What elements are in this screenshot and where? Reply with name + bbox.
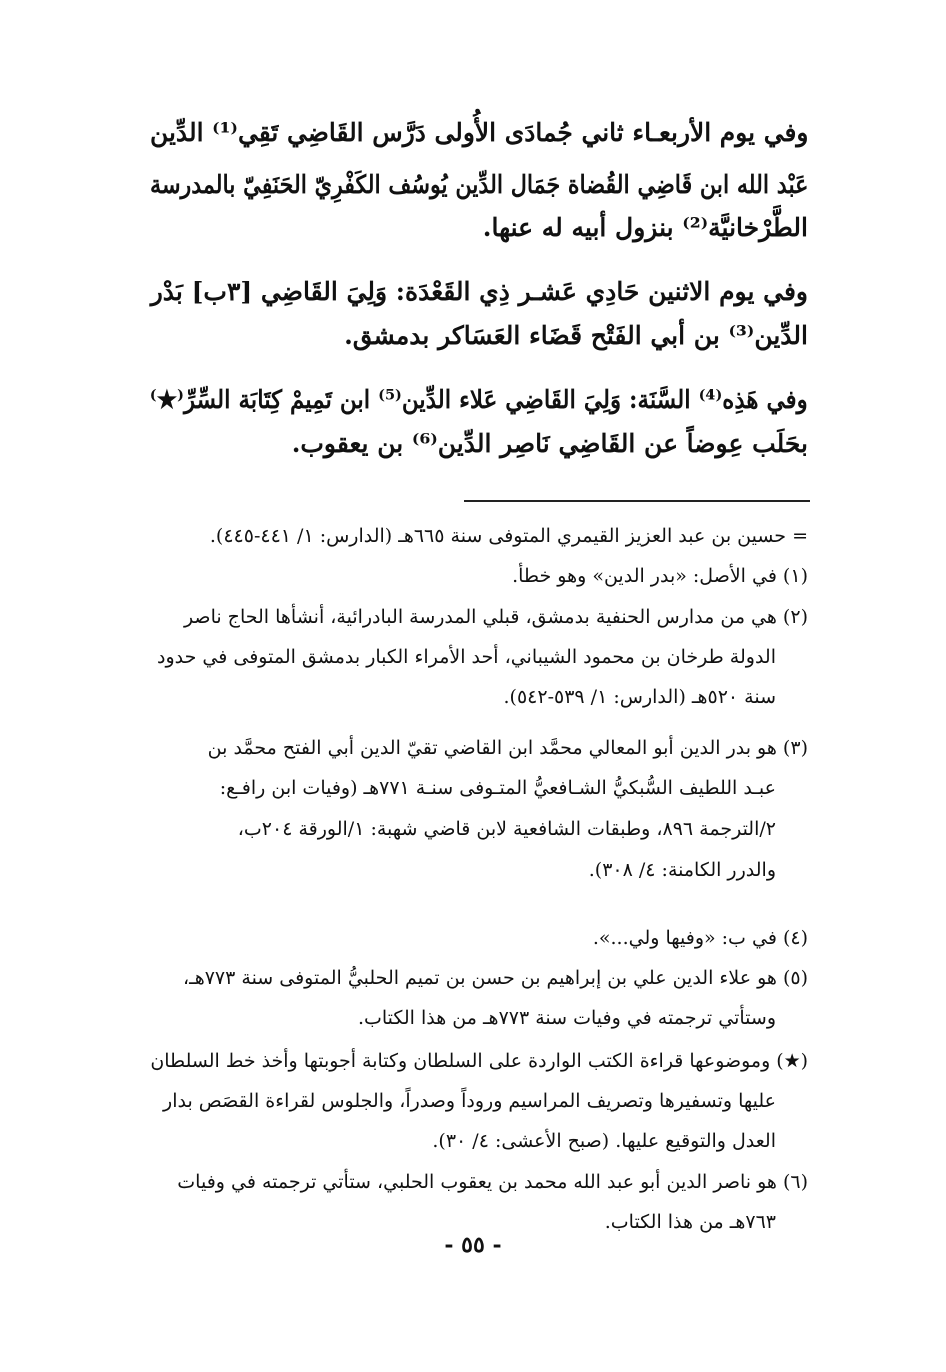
footnote-line: (٣) هو بدر الدين أبو المعالي محمَّد ابن القاضي تقيّ الدين أبي الفتح محمَّد بن: [207, 737, 808, 759]
footnote-line: (٥) هو علاء الدين علي بن إبراهيم بن حسن بن تميم الحلبيُّ المتوفى سنة ٧٧٣هـ،: [183, 967, 808, 989]
footnote-line: الدولة طرخان بن محمود الشيباني، أحد الأمراء الكبار بدمشق المتوفى في حدود: [157, 646, 776, 668]
footnote-line: (٢) هي من مدارس الحنفية بدمشق، قبلي المدرسة البادرائية، أنشأها الحاج ناصر: [183, 606, 808, 628]
footnote-line: = حسين بن عبد العزيز القيمري المتوفى سنة ٦٦٥هـ (الدارس: ١/ ٤٤١-٤٤٥).: [209, 525, 808, 547]
body-line: عَبْد الله ابن قَاضِي القُضاة جَمَال الدِّين يُوسُف الكَفْرِيّ الحَنَفِيّ بالمدرسة: [149, 170, 808, 199]
footnote-line: والدرر الكامنة: ٤/ ٣٠٨).: [588, 859, 776, 881]
footnote-line: (٦) هو ناصر الدين أبو عبد الله محمد بن يعقوب الحلبي، ستأتي ترجمته في وفيات: [177, 1171, 808, 1193]
footnote-line: (٤) في ب: «وفيها ولي...».: [592, 927, 808, 949]
footnote-line: سنة ٥٢٠هـ (الدارس: ١/ ٥٣٩-٥٤٢).: [503, 686, 776, 708]
footnote-separator: [464, 500, 810, 502]
body-line: وفي هَذِه⁽⁴⁾ السَّنَة: وَلِيَ القَاضِي عَلاء الدِّين⁽⁵⁾ ابن تَمِيمْ كِتَابَة السِّرِّ⁽★⁾: [150, 385, 808, 414]
body-line: وفي يوم الأربعـاء ثاني جُمادَى الأُولى دَرَّس القَاضِي تَقِي⁽¹⁾ الدِّين: [149, 118, 809, 147]
footnote-line: ٧٦٣هـ من هذا الكتاب.: [604, 1211, 776, 1233]
footnote-line: العدل والتوقيع عليها. (صبح الأعشى: ٤/ ٣٠).: [432, 1130, 776, 1152]
footnote-line: (★) وموضوعها قراءة الكتب الواردة على السلطان وكتابة أجوبتها وأخذ خط السلطان: [150, 1050, 808, 1072]
body-line: بحَلَب عِوضاً عن القَاضِي نَاصِر الدِّين⁽⁶⁾ بن يعقوب.: [291, 429, 808, 458]
footnote-line: وستأتي ترجمته في وفيات سنة ٧٧٣هـ من هذا الكتاب.: [357, 1007, 776, 1029]
page-number: - ٥٥ -: [444, 1232, 502, 1258]
footnote-line: ٢/الترجمة ٨٩٦، وطبقات الشافعية لابن قاضي شهبة: ١/الورقة ٢٠٤ب،: [237, 818, 776, 840]
footnote-line: عبـد اللطيف السُّبكيُّ الشـافعيُّ المتـوفى سنـة ٧٧١هـ (وفيات ابن رافـع:: [219, 777, 776, 799]
body-line: الدِّين⁽³⁾ بن أبي الفَتْح قَضَاء العَسَاكر بدمشق.: [344, 321, 808, 350]
footnote-line: (١) في الأصل: «بدر الدين» وهو خطأ.: [512, 565, 808, 587]
body-line: وفي يوم الاثنين حَادِي عَشـر ذِي القَعْدَة: وَلِيَ القَاضِي [٣ب] بَدْر: [150, 277, 808, 306]
footnote-line: عليها وتسفيرها وتصريف المراسيم وروداً وصدراً، والجلوس لقراءة القصَص بدار: [163, 1090, 776, 1112]
body-line: الطَّرْخانيَّة⁽²⁾ بنزول أبيه له عنها.: [482, 213, 808, 242]
